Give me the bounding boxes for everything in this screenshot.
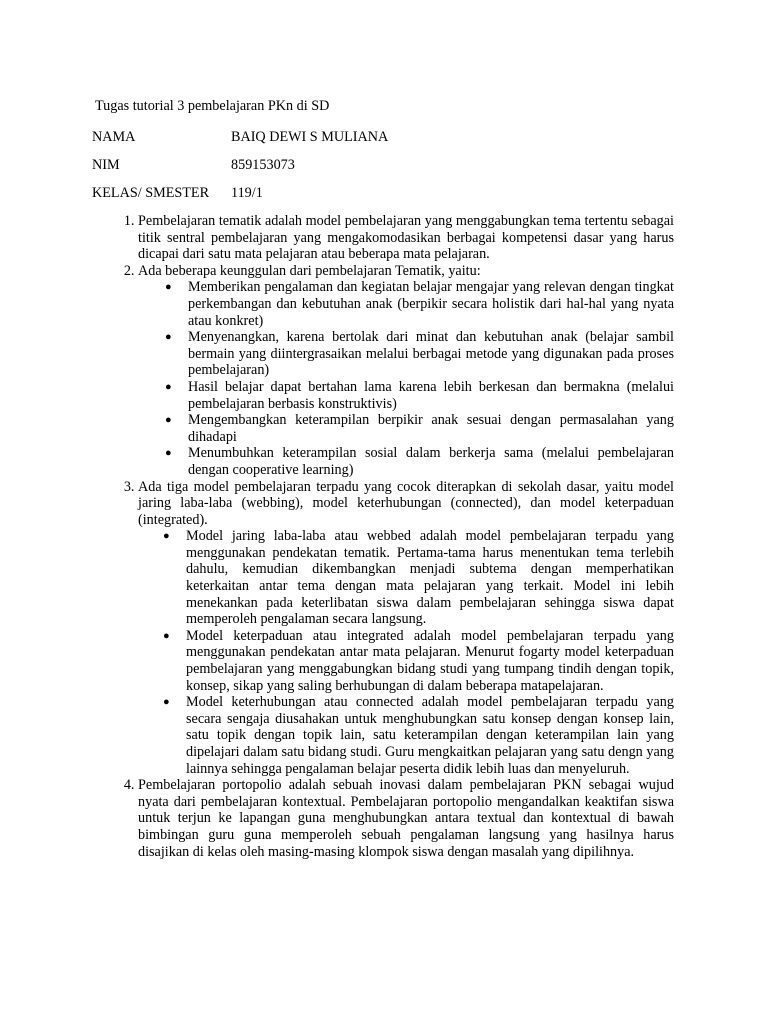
bullet-icon: ● [165, 331, 172, 344]
bullet-item [163, 528, 674, 628]
bullet-text: Model jaring laba-laba atau webbed adalah model pembelajaran terpadu yang menggunakan pendekatan tematik. Pertama-tama harus menentukan tema terlebih dahulu, kemudian dikembangkan menjadi subtema dengan memperhatikan keterkaitan antar tema dengan mata pelajaran yang terkait. Model ini lebih menekankan pada keterlibatan siswa dalam pembelajaran sehingga siswa dapat memperoleh pengalaman secara langsung. [186, 528, 674, 628]
info-label: NIM [92, 157, 120, 173]
bullet-text: Memberikan pengalaman dan kegiatan belajar mengajar yang relevan dengan tingkat perkembangan dan kebutuhan anak (berpikir secara holistik dari hal-hal yang nyata atau konkret) [188, 279, 674, 329]
info-row-kelas [92, 185, 263, 202]
bullet-item [165, 378, 674, 412]
bullet-list [138, 279, 674, 478]
bullet-item [165, 445, 674, 478]
bullet-icon: ● [163, 696, 170, 709]
info-row-nim [92, 157, 295, 174]
bullet-icon: ● [165, 281, 172, 294]
list-item-text: Ada beberapa keunggulan dari pembelajaran Tematik, yaitu: [138, 262, 481, 279]
info-value: 119/1 [231, 185, 263, 201]
document-title: Tugas tutorial 3 pembelajaran PKn di SD [95, 98, 330, 114]
list-item-2 [138, 263, 674, 479]
bullet-icon: ● [165, 414, 172, 427]
info-value: 859153073 [231, 157, 295, 173]
document-body [92, 213, 674, 860]
info-label: NAMA [92, 129, 136, 145]
list-item-4 [138, 777, 674, 860]
bullet-icon: ● [163, 530, 170, 543]
bullet-list [138, 528, 674, 777]
bullet-icon: ● [163, 629, 170, 642]
info-value: BAIQ DEWI S MULIANA [231, 129, 389, 145]
info-label: KELAS/ SMESTER [92, 185, 210, 201]
bullet-text: Menyenangkan, karena bertolak dari minat dan kebutuhan anak (belajar sambil bermain yang diintergrasaikan melalui berbagai metode yang digunakan pada proses pembelajaran) [188, 329, 674, 379]
list-item-text: Pembelajaran tematik adalah model pembelajaran yang menggabungkan tema tertentu sebagai titik sentral pembelajaran yang mengakomodasikan berbagai kompetensi dasar yang harus dicapai dari satu mata pelajaran atau beberapa mata pelajaran. [138, 213, 674, 263]
bullet-text: Model keterpaduan atau integrated adalah model pembelajaran terpadu yang menggunakan pendekatan antar mata pelajaran. Menurut fogarty model keterpaduan pembelajaran yang menggabungkan bidang studi yang tumpang tindih dengan topik, konsep, sikap yang saling berhubungan di dalam beberapa matapelajaran. [186, 627, 674, 694]
bullet-item [163, 694, 674, 777]
list-item-text: Ada tiga model pembelajaran terpadu yang cocok diterapkan di sekolah dasar, yaitu model jaring laba-laba (webbing), model keterhubungan (connected), dan model keterpaduan (integrated). [138, 478, 674, 528]
bullet-icon: ● [165, 380, 172, 393]
bullet-icon: ● [165, 447, 172, 460]
bullet-text: Hasil belajar dapat bertahan lama karena lebih berkesan dan bermakna (melalui pembelajaran berbasis konstruktivis) [188, 378, 674, 412]
list-item-3 [138, 479, 674, 778]
info-row-nama [92, 129, 388, 146]
bullet-item [165, 329, 674, 379]
bullet-text: Menumbuhkan keterampilan sosial dalam berkerja sama (melalui pembelajaran dengan cooperative learning) [188, 445, 674, 478]
bullet-item [165, 279, 674, 329]
list-item-1 [138, 213, 674, 263]
list-item-text: Pembelajaran portopolio adalah sebuah inovasi dalam pembelajaran PKN sebagai wujud nyata dari pembelajaran kontextual. Pembelajaran portopolio mengandalkan keaktifan siswa untuk terjun ke lapangan guna menghubungkan antara textual dan kontextual di bawah bimbingan guru guna memperoleh sebuah pengalaman langsung yang hasilnya harus disajikan di kelas oleh masing-masing klompok siswa dengan masalah yang dipilihnya. [138, 777, 674, 860]
bullet-item [165, 412, 674, 445]
bullet-text: Mengembangkan keterampilan berpikir anak sesuai dengan permasalahan yang dihadapi [188, 412, 674, 445]
bullet-item [163, 627, 674, 694]
bullet-text: Model keterhubungan atau connected adalah model pembelajaran terpadu yang secara sengaja diusahakan untuk menghubungkan satu konsep dengan konsep lain, satu topik dengan topik lain, satu keterampilan dengan keterampilan lain yang dipelajari dalam satu bidang studi. Guru mengkaitkan pelajaran yang satu dengn yang lainnya sehingga pengalaman belajar peserta didik lebih luas dan menyeluruh. [186, 694, 674, 777]
numbered-list [92, 213, 674, 860]
